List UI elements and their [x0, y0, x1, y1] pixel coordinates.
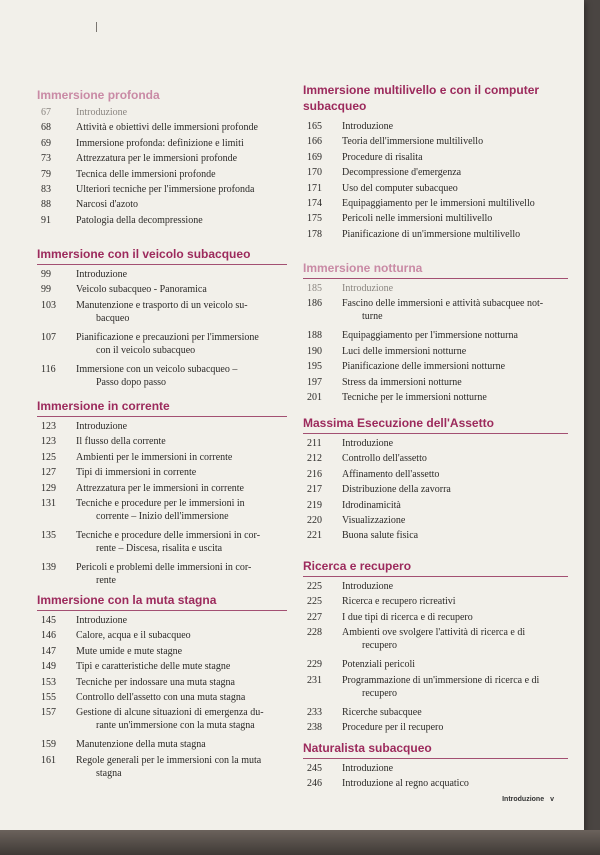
toc-entry — [303, 580, 568, 593]
entry-page: 175 — [307, 213, 322, 225]
toc-entry — [303, 297, 568, 323]
toc-entry — [37, 121, 287, 134]
entry-text: Narcosi d'azoto — [76, 199, 139, 211]
page-mark — [96, 22, 97, 32]
toc-entry — [303, 182, 568, 195]
entry-page: 67 — [41, 107, 51, 118]
toc-entry — [37, 183, 287, 196]
entry-page: 174 — [307, 197, 322, 209]
entry-page: 238 — [307, 721, 322, 733]
entry-text: I due tipi di ricerca e di recupero — [342, 611, 473, 623]
section-title: Immersione con la muta stagna — [37, 592, 287, 611]
toc-entry — [37, 497, 287, 523]
toc-entry — [303, 499, 568, 512]
entry-page: 165 — [307, 121, 322, 132]
toc-entry — [303, 391, 568, 404]
entry-text: Affinamento dell'assetto — [342, 468, 440, 480]
entry-page: 227 — [307, 611, 322, 623]
entry-page: 233 — [307, 706, 322, 718]
entry-page: 157 — [41, 707, 56, 719]
entry-page: 139 — [41, 561, 56, 573]
entry-text: Introduzione — [76, 421, 128, 432]
toc-entry — [303, 120, 568, 133]
toc-entry — [303, 529, 568, 542]
entry-page: 217 — [307, 484, 322, 496]
toc-entry — [37, 645, 287, 658]
entry-page: 229 — [307, 659, 322, 671]
entry-page: 146 — [41, 630, 56, 642]
section-title: Immersione in corrente — [37, 398, 287, 417]
entry-text: Pericoli nelle immersioni multilivello — [342, 213, 493, 225]
toc-entry — [303, 611, 568, 624]
entry-page: 225 — [307, 596, 322, 608]
entry-page: 246 — [307, 778, 322, 790]
entry-text: Ulteriori tecniche per l'immersione profonda — [76, 183, 255, 195]
entry-text-line1: Tecniche e procedure delle immersioni in cor- — [76, 529, 261, 541]
toc-entry — [37, 152, 287, 165]
entry-text: Teoria dell'immersione multilivello — [342, 136, 484, 148]
entry-text-line1: Pericoli e problemi delle immersioni in cor- — [76, 561, 252, 573]
toc-entry — [303, 721, 568, 734]
toc-entry — [37, 268, 287, 281]
entry-page: 245 — [307, 763, 322, 774]
entry-text-line1: Fascino delle immersioni e attività subacquee not- — [342, 298, 544, 310]
entry-text — [76, 331, 287, 357]
section-title-line1: Immersione multilivello e con il computer — [303, 83, 540, 97]
entry-page: 88 — [41, 199, 51, 211]
entry-text: Distribuzione della zavorra — [342, 484, 451, 496]
toc-entry — [303, 514, 568, 527]
toc-entry — [37, 676, 287, 689]
entry-text: Introduzione — [342, 121, 394, 132]
section-title: Immersione con il veicolo subacqueo — [37, 246, 287, 265]
toc-entry — [303, 777, 568, 790]
entry-text: Controllo dell'assetto con una muta stagna — [76, 691, 246, 703]
entry-text: Introduzione — [342, 438, 394, 449]
toc-entry — [37, 629, 287, 642]
toc-entry — [37, 435, 287, 448]
toc-entry — [303, 437, 568, 450]
entry-text: Pianificazione delle immersioni notturne — [342, 361, 506, 373]
entry-text-line2: rente – Discesa, risalita e uscita — [96, 542, 223, 554]
toc-section-naturalist — [303, 740, 568, 793]
entry-page: 83 — [41, 183, 51, 195]
entry-text-line2: con il veicolo subacqueo — [96, 344, 196, 356]
entry-text: Visualizzazione — [342, 514, 406, 526]
section-title: Immersione notturna — [303, 260, 568, 279]
toc-entry — [37, 614, 287, 627]
entry-page: 190 — [307, 345, 322, 357]
entry-text: Stress da immersioni notturne — [342, 376, 462, 388]
entry-page: 185 — [307, 283, 322, 294]
toc-entry — [37, 529, 287, 555]
entry-text — [76, 561, 287, 587]
toc-entry — [303, 626, 568, 652]
section-title: Ricerca e recupero — [303, 558, 568, 577]
toc-entry — [303, 706, 568, 719]
entry-text: Patologia della decompressione — [76, 214, 203, 226]
entry-page: 201 — [307, 391, 322, 403]
entry-page: 219 — [307, 499, 322, 511]
entry-text-line2: recupero — [362, 687, 397, 699]
entry-text — [76, 497, 287, 523]
entry-page: 131 — [41, 497, 56, 509]
toc-section-search-recovery — [303, 558, 568, 736]
entry-page: 171 — [307, 182, 322, 194]
toc-entry — [37, 706, 287, 732]
entry-page: 123 — [41, 436, 56, 448]
entry-page: 188 — [307, 330, 322, 342]
toc-entry — [37, 482, 287, 495]
entry-text-line1: Programmazione di un'immersione di ricerca e di — [342, 674, 540, 686]
entry-text-line2: recupero — [362, 640, 397, 652]
section-title — [303, 82, 568, 114]
toc-entry — [303, 452, 568, 465]
entry-page: 127 — [41, 467, 56, 479]
toc-entry — [303, 762, 568, 775]
entry-text: Introduzione — [342, 581, 394, 592]
entry-page: 149 — [41, 661, 56, 673]
entry-text: Luci delle immersioni notturne — [342, 345, 467, 357]
entry-text: Potenziali pericoli — [342, 659, 416, 671]
entry-text-line2: stagna — [96, 767, 122, 779]
toc-section-scooter — [37, 246, 287, 391]
section-title: Massima Esecuzione dell'Assetto — [303, 415, 568, 434]
entry-text: Ricerca e recupero ricreativi — [342, 596, 456, 608]
entry-text-line1: Gestione di alcune situazioni di emergenza du- — [76, 707, 264, 719]
entry-page: 228 — [307, 627, 322, 639]
entry-page: 79 — [41, 168, 51, 180]
entry-text: Idrodinamicità — [342, 499, 401, 511]
entry-page: 123 — [41, 421, 56, 432]
entry-text-line1: Manutenzione e trasporto di un veicolo su- — [76, 299, 248, 311]
toc-entry — [37, 691, 287, 704]
entry-text: Procedure per il recupero — [342, 721, 444, 733]
toc-section-buoyancy — [303, 415, 568, 545]
entry-text: Introduzione — [342, 283, 394, 294]
entry-text — [76, 754, 287, 780]
entry-text-line2: corrente – Inizio dell'immersione — [96, 510, 229, 522]
entry-page: 195 — [307, 361, 322, 373]
entry-text — [76, 299, 287, 325]
toc-entry — [303, 197, 568, 210]
entry-text: Tecnica delle immersioni profonde — [76, 168, 216, 180]
entry-page: 216 — [307, 468, 322, 480]
toc-entry — [303, 282, 568, 295]
toc-entry — [303, 376, 568, 389]
toc-entry — [37, 420, 287, 433]
toc-entry — [37, 754, 287, 780]
toc-section-drift — [37, 398, 287, 589]
entry-text — [76, 706, 287, 732]
entry-text: Tecniche per le immersioni notturne — [342, 391, 487, 403]
entry-text: Ambienti per le immersioni in corrente — [76, 451, 233, 463]
entry-page: 103 — [41, 299, 56, 311]
entry-text: Veicolo subacqueo - Panoramica — [76, 284, 207, 296]
entry-text: Introduzione — [76, 615, 128, 626]
toc-entry — [303, 360, 568, 373]
toc-entry — [303, 674, 568, 700]
entry-text: Attività e obiettivi delle immersioni profonde — [76, 122, 258, 134]
toc-entry — [303, 135, 568, 148]
entry-text-line1: Regole generali per le immersioni con la muta — [76, 754, 262, 766]
entry-text: Buona salute fisica — [342, 530, 419, 542]
entry-page: 211 — [307, 438, 322, 449]
entry-text: Immersione profonda: definizione e limiti — [76, 137, 244, 149]
toc-entry — [37, 198, 287, 211]
entry-page: 161 — [41, 754, 56, 766]
entry-text — [76, 363, 287, 389]
entry-page: 170 — [307, 167, 322, 179]
entry-text — [342, 674, 568, 700]
entry-text: Attrezzatura per le immersioni profonde — [76, 153, 238, 165]
entry-page: 197 — [307, 376, 322, 388]
section-title: Naturalista subacqueo — [303, 740, 568, 759]
entry-page: 73 — [41, 153, 51, 165]
entry-text — [76, 529, 287, 555]
toc-entry — [303, 345, 568, 358]
entry-page: 107 — [41, 331, 56, 343]
entry-text: Equipaggiamento per le immersioni multilivello — [342, 197, 535, 209]
toc-entry — [37, 168, 287, 181]
entry-text: Attrezzatura per le immersioni in corrente — [76, 482, 244, 494]
entry-text: Decompressione d'emergenza — [342, 167, 462, 179]
page-number: v — [550, 796, 554, 803]
entry-text-line1: Pianificazione e precauzioni per l'immersione — [76, 331, 259, 343]
entry-page: 91 — [41, 214, 51, 226]
toc-entry — [303, 658, 568, 671]
toc-entry — [37, 299, 287, 325]
entry-text: Procedure di risalita — [342, 151, 423, 163]
entry-page: 178 — [307, 228, 322, 240]
toc-entry — [37, 331, 287, 357]
toc-entry — [37, 466, 287, 479]
toc-entry — [303, 151, 568, 164]
entry-text-line1: Tecniche e procedure per le immersioni in — [76, 497, 245, 509]
entry-page: 135 — [41, 529, 56, 541]
entry-text: Pianificazione di un'immersione multilivello — [342, 228, 521, 240]
entry-text: Mute umide e mute stagne — [76, 645, 183, 657]
entry-text: Uso del computer subacqueo — [342, 182, 458, 194]
book-edge — [0, 830, 600, 855]
entry-page: 231 — [307, 674, 322, 686]
entry-text-line1: Ambienti ove svolgere l'attività di ricerca e di — [342, 627, 526, 639]
entry-page: 225 — [307, 581, 322, 592]
entry-text: Introduzione — [76, 269, 128, 280]
entry-page: 186 — [307, 298, 322, 310]
toc-entry — [37, 214, 287, 227]
entry-page: 145 — [41, 615, 56, 626]
toc-entry — [303, 483, 568, 496]
toc-entry — [37, 283, 287, 296]
toc-entry — [37, 363, 287, 389]
entry-text: Introduzione — [342, 763, 394, 774]
entry-text-line1: Immersione con un veicolo subacqueo – — [76, 363, 238, 375]
entry-page: 153 — [41, 676, 56, 688]
entry-text: Calore, acqua e il subacqueo — [76, 630, 191, 642]
entry-page: 99 — [41, 284, 51, 296]
toc-section-deep-dive — [37, 87, 287, 229]
toc-entry — [37, 451, 287, 464]
entry-page: 69 — [41, 137, 51, 149]
toc-section-drysuit — [37, 592, 287, 782]
toc-entry — [303, 595, 568, 608]
entry-text-line2: rante un'immersione con la muta stagna — [96, 720, 255, 732]
toc-entry — [303, 166, 568, 179]
entry-page: 129 — [41, 482, 56, 494]
entry-text: Il flusso della corrente — [76, 436, 166, 448]
page-footer — [502, 796, 554, 803]
entry-text — [342, 626, 568, 652]
entry-text-line2: turne — [362, 311, 383, 323]
toc-entry — [37, 137, 287, 150]
entry-text: Equipaggiamento per l'immersione notturna — [342, 330, 518, 342]
entry-text: Tipi di immersioni in corrente — [76, 467, 197, 479]
entry-page: 99 — [41, 269, 51, 280]
entry-page: 68 — [41, 122, 51, 134]
toc-entry — [37, 106, 287, 119]
entry-text: Ricerche subacquee — [342, 706, 422, 718]
toc-entry — [37, 738, 287, 751]
toc-entry — [303, 329, 568, 342]
section-title-line2: subacqueo — [303, 99, 367, 113]
toc-entry — [303, 468, 568, 481]
entry-text: Introduzione — [76, 107, 128, 118]
entry-page: 116 — [41, 363, 56, 375]
entry-text: Controllo dell'assetto — [342, 453, 427, 465]
toc-entry — [37, 561, 287, 587]
entry-page: 159 — [41, 739, 56, 751]
entry-text: Tecniche per indossare una muta stagna — [76, 676, 235, 688]
footer-label: Introduzione — [502, 796, 545, 803]
entry-text: Tipi e caratteristiche delle mute stagne — [76, 661, 231, 673]
entry-text-line2: bacqueo — [96, 312, 130, 324]
toc-entry — [303, 228, 568, 241]
entry-text-line2: Passo dopo passo — [96, 376, 167, 388]
entry-page: 212 — [307, 453, 322, 465]
entry-page: 169 — [307, 151, 322, 163]
toc-entry — [303, 212, 568, 225]
entry-page: 221 — [307, 530, 322, 542]
entry-page: 220 — [307, 514, 322, 526]
entry-text-line2: rente — [96, 574, 116, 586]
section-title: Immersione profonda — [37, 88, 160, 102]
entry-page: 155 — [41, 691, 56, 703]
entry-page: 166 — [307, 136, 322, 148]
entry-text: Manutenzione della muta stagna — [76, 739, 206, 751]
entry-page: 125 — [41, 451, 56, 463]
toc-section-night — [303, 260, 568, 406]
entry-text — [342, 297, 568, 323]
toc-entry — [37, 660, 287, 673]
toc-section-multilevel — [303, 82, 568, 243]
entry-page: 147 — [41, 645, 56, 657]
entry-text: Introduzione al regno acquatico — [342, 778, 469, 790]
